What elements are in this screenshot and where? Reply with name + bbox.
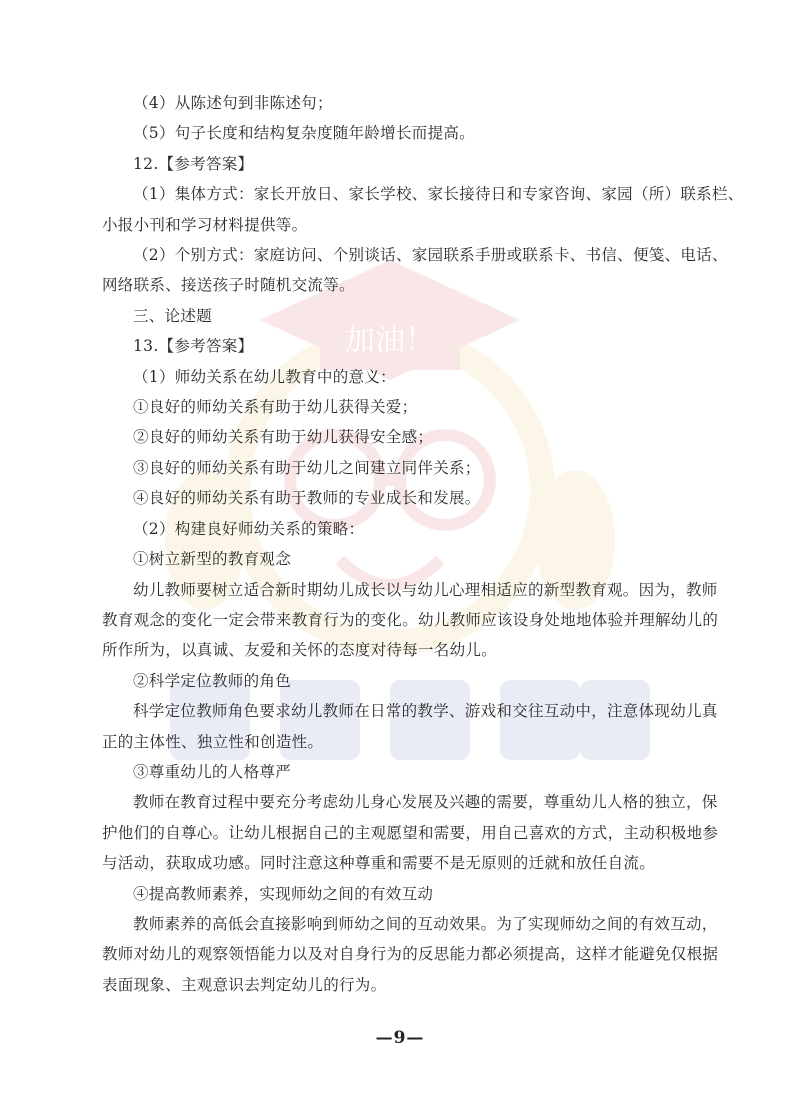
- text-line: （2）个别方式：家庭访问、个别谈话、家园联系手册或联系卡、书信、便笺、电话、: [133, 246, 728, 265]
- text-line: ①良好的师幼关系有助于幼儿获得关爱；: [133, 398, 418, 417]
- question-heading: 12.【参考答案】: [133, 154, 254, 173]
- text-line: 所作所为，以真诚、友爱和关怀的态度对待每一名幼儿。: [102, 641, 498, 660]
- text-line: 幼儿教师要树立适合新时期幼儿成长以与幼儿心理相适应的新型教育观。因为，教师: [133, 580, 718, 599]
- text-line: 教师素养的高低会直接影响到师幼之间的互动效果。为了实现师幼之间的有效互动，: [133, 914, 718, 933]
- text-line: 与活动，获取成功感。同时注意这种尊重和需要不是无原则的迁就和放任自流。: [102, 854, 656, 873]
- text-line: ①树立新型的教育观念: [133, 550, 292, 569]
- text-line: 科学定位教师角色要求幼儿教师在日常的教学、游戏和交往互动中，注意体现幼儿真: [133, 702, 718, 721]
- text-line: 护他们的自尊心。让幼儿根据自己的主观愿望和需要，用自己喜欢的方式，主动积极地参: [102, 823, 719, 842]
- document-body: [102, 88, 744, 1000]
- text-line: （2）构建良好师幼关系的策略：: [133, 519, 365, 538]
- section-heading: 三、论述题: [133, 306, 213, 325]
- text-line: ③良好的师幼关系有助于幼儿之间建立同伴关系；: [133, 458, 481, 477]
- text-line: ④提高教师素养，实现师幼之间的有效互动: [133, 884, 434, 903]
- page-number: —9—: [375, 1028, 425, 1048]
- text-line: ②良好的师幼关系有助于幼儿获得安全感；: [133, 428, 434, 447]
- text-line: 正的主体性、独立性和创造性。: [102, 732, 324, 751]
- text-line: 小报小刊和学习材料提供等。: [102, 215, 308, 234]
- text-line: 表面现象、主观意识去判定幼儿的行为。: [102, 975, 387, 994]
- question-heading: 13.【参考答案】: [133, 337, 254, 356]
- text-line: ③尊重幼儿的人格尊严: [133, 762, 292, 781]
- text-line: （1）集体方式：家长开放日、家长学校、家长接待日和专家咨询、家园（所）联系栏、: [133, 185, 744, 204]
- text-line: （5）句子长度和结构复杂度随年龄增长而提高。: [133, 124, 475, 143]
- text-line: ④良好的师幼关系有助于教师的专业成长和发展。: [133, 489, 481, 508]
- text-line: 教师对幼儿的观察领悟能力以及对自身行为的反思能力都必须提高，这样才能避免仅根据: [102, 945, 719, 964]
- text-line: （4）从陈述句到非陈述句；: [133, 94, 333, 112]
- text-line: （1）师幼关系在幼儿教育中的意义：: [133, 367, 396, 386]
- text-line: ②科学定位教师的角色: [133, 671, 292, 690]
- text-line: 网络联系、接送孩子时随机交流等。: [102, 276, 355, 295]
- watermark-cap-text: 加油！: [345, 323, 435, 358]
- text-line: 教育观念的变化一定会带来教育行为的变化。幼儿教师应该设身处地地体验并理解幼儿的: [102, 610, 719, 629]
- text-line: 教师在教育过程中要充分考虑幼儿身心发展及兴趣的需要，尊重幼儿人格的独立，保: [133, 793, 718, 812]
